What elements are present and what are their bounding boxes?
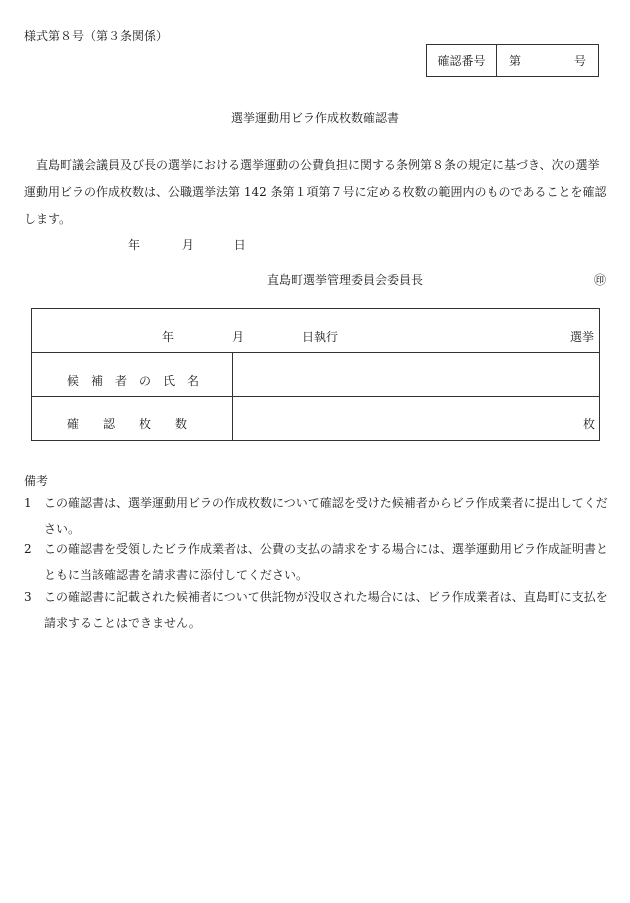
candidate-name-label: 候 補 者 の 氏 名 [67, 374, 200, 388]
remark-number: 1 [24, 496, 32, 510]
candidate-name-field[interactable] [233, 354, 599, 395]
form-reference: 様式第８号（第３条関係） [24, 29, 169, 43]
confirmation-number-box [426, 44, 599, 77]
number-suffix: 号 [573, 54, 586, 68]
election-month: 月 [232, 330, 245, 344]
date-month: 月 [181, 238, 194, 252]
remark-text: この確認書を受領したビラ作成業者は、公費の支払の請求をする場合には、選挙運動用ビラ作成証明書とともに当該確認書を請求書に添付してください。 [44, 542, 609, 582]
confirmed-count-field[interactable] [233, 398, 599, 438]
issue-date [128, 236, 246, 253]
remark-number: 2 [24, 542, 32, 556]
election-year: 年 [162, 330, 175, 344]
count-row [32, 397, 599, 440]
date-day: 日 [233, 238, 246, 252]
table-divider [232, 353, 233, 440]
remark-item [24, 490, 610, 542]
remark-item [24, 536, 610, 588]
number-prefix: 第 [509, 54, 522, 68]
body-paragraph: 直島町議会議員及び長の選挙における選挙運動の公費負担に関する条例第８条の規定に基づき、次の選挙運動用ビラの作成枚数は、公職選挙法第 142 条第１項第７号に定める枚数の範囲内のものであることを確認します。 [24, 158, 607, 226]
remark-text: この確認書に記載された候補者について供託物が没収された場合には、ビラ作成業者は、直島町に支払を請求することはできません。 [44, 590, 608, 630]
confirmation-number-field[interactable] [497, 45, 598, 76]
document-title: 選挙運動用ビラ作成枚数確認書 [230, 111, 399, 125]
election-info-table [31, 308, 600, 441]
election-date-row [32, 309, 599, 353]
remark-item [24, 584, 610, 636]
confirmed-count-label: 確 認 枚 数 [67, 417, 188, 431]
count-unit: 枚 [583, 417, 596, 431]
seal-mark: ㊞ [594, 273, 607, 287]
chairman-title: 直島町選挙管理委員会委員長 [267, 273, 424, 287]
election-exec-day: 日執行 [302, 330, 339, 344]
date-year: 年 [128, 238, 141, 252]
remark-number: 3 [24, 590, 32, 604]
remark-text: この確認書は、選挙運動用ビラの作成枚数について確認を受けた候補者からビラ作成業者に提出してください。 [44, 496, 608, 536]
confirmation-number-label: 確認番号 [427, 45, 497, 76]
election-name-suffix: 選挙 [570, 330, 595, 344]
remarks-title: 備考 [24, 474, 49, 488]
candidate-row [32, 353, 599, 397]
